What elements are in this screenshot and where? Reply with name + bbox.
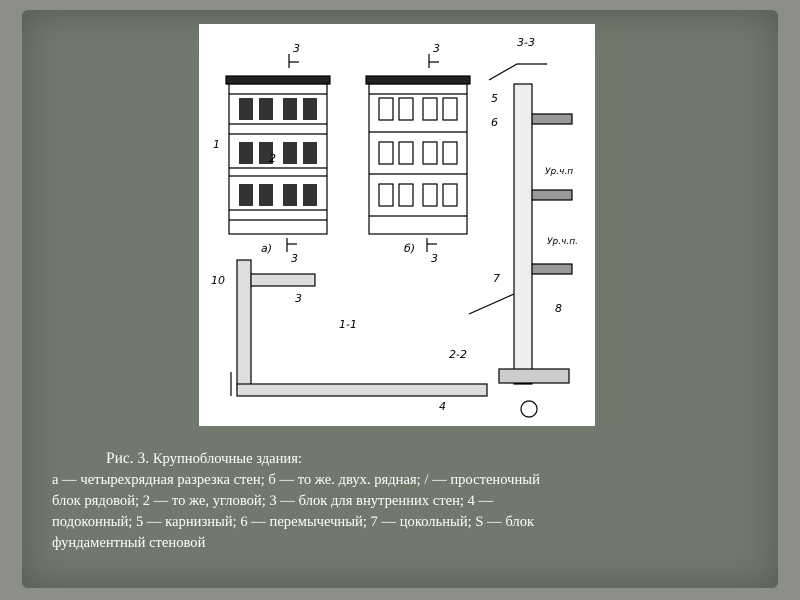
caption-line: а — четырехрядная разрезка стен; б — то же. двух. рядная; / — простеночный [52,472,540,488]
label-section-3-top-left: 3 [293,42,300,55]
facade-b [366,76,470,234]
label-section-3-bottom-left: 3 [291,252,298,265]
caption-line: фундаментный стеновой [52,535,206,551]
label-section-1-1: 1-1 [339,318,357,331]
caption-heading [52,448,742,470]
mark-2: 2 [269,152,276,165]
label-floor-level-1: Ур.ч.п [545,167,574,177]
mark-8: 8 [555,302,562,315]
mark-6: 6 [491,116,498,129]
label-variant-b: б) [404,242,416,255]
mark-10: 10 [211,274,225,287]
mark-4: 4 [439,400,446,413]
label-floor-level-2: Ур.ч.п. [547,237,578,247]
mark-1: 1 [213,138,220,151]
plan-1-1 [231,260,487,396]
mark-7: 7 [493,272,500,285]
figure-caption [52,448,742,554]
caption-line: подоконный; 5 — карнизный; 6 — перемычечный; 7 — цокольный; S — блок [52,514,535,530]
label-variant-a: a) [261,242,273,255]
figure-illustration [199,24,595,426]
caption-line: блок рядовой; 2 — то же, угловой; 3 — блок для внутренних стен; 4 — [52,493,494,509]
facade-a [226,76,330,234]
label-section-2-2: 2-2 [449,348,467,361]
label-section-3-3: 3-3 [517,36,535,49]
mark-3: 3 [295,292,302,305]
caption-title: Крупноблочные здания: [152,451,303,467]
label-section-3-bottom-mid: 3 [431,252,438,265]
block-building-drawing [199,24,595,426]
caption-figure-number: Рис. 3. [106,450,150,467]
mark-5: 5 [491,92,498,105]
label-section-3-top-mid: 3 [433,42,440,55]
